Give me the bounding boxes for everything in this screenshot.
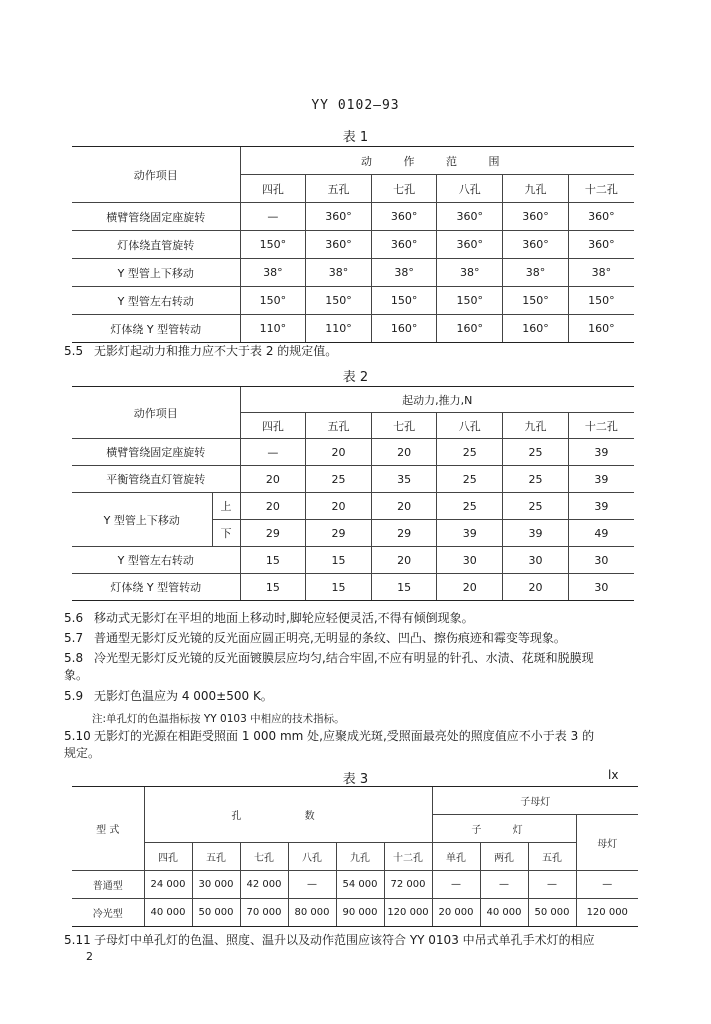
- table-row: [72, 287, 634, 315]
- cell: 38°: [371, 259, 437, 287]
- table-row: [72, 574, 634, 601]
- clause-number: 5.9: [64, 689, 84, 703]
- table3-col: 七孔: [240, 843, 288, 871]
- cell: 40 000: [144, 899, 192, 927]
- cell: 160°: [503, 315, 569, 343]
- cell: 360°: [306, 231, 372, 259]
- clause-text-cont: 规定。: [64, 746, 101, 760]
- cell: 49: [568, 520, 634, 547]
- cell: 20: [503, 574, 569, 601]
- cell: 360°: [306, 203, 372, 231]
- clause-5-11: [64, 932, 644, 949]
- cell: 150°: [503, 287, 569, 315]
- cell: 30 000: [192, 871, 240, 899]
- table1-col: 七孔: [371, 175, 437, 203]
- cell: 160°: [568, 315, 634, 343]
- cell: 30: [437, 547, 503, 574]
- cell: 39: [437, 520, 503, 547]
- cell: 24 000: [144, 871, 192, 899]
- clause-text: 无影灯的光源在相距受照面 1 000 mm 处,应聚成光斑,受照面最亮处的照度值应不小于表 3 的: [94, 729, 595, 743]
- table3-zimu-header: 子母灯: [432, 787, 638, 815]
- cell: 80 000: [288, 899, 336, 927]
- table-row: [72, 547, 634, 574]
- table1-row-header: 动作项目: [72, 147, 240, 203]
- cell: 30: [568, 574, 634, 601]
- row-label: Y 型管左右转动: [72, 287, 240, 315]
- note: 注:单孔灯的色温指标按 YY 0103 中相应的技术指标。: [92, 713, 345, 725]
- cell: 38°: [437, 259, 503, 287]
- cell: 25: [503, 493, 569, 520]
- cell: 25: [437, 466, 503, 493]
- cell: 38°: [240, 259, 306, 287]
- cell: 39: [568, 439, 634, 466]
- table3-col: 十二孔: [384, 843, 432, 871]
- table3-kong-header: 孔 数: [144, 787, 432, 843]
- cell: 120 000: [384, 899, 432, 927]
- table-row: [72, 315, 634, 343]
- cell: 360°: [503, 203, 569, 231]
- cell: 20: [240, 466, 306, 493]
- cell: 15: [240, 574, 306, 601]
- cell: 150°: [371, 287, 437, 315]
- row-label: 灯体绕直管旋转: [72, 231, 240, 259]
- row-label: Y 型管左右转动: [72, 547, 240, 574]
- cell: —: [288, 871, 336, 899]
- table3-unit: lx: [608, 768, 619, 782]
- table1: [72, 146, 634, 343]
- cell: —: [432, 871, 480, 899]
- table3: [72, 786, 638, 927]
- cell: 360°: [437, 231, 503, 259]
- table2-col: 五孔: [306, 413, 372, 439]
- cell: 120 000: [576, 899, 638, 927]
- table-row: [72, 259, 634, 287]
- cell: 160°: [437, 315, 503, 343]
- clause-text: 无影灯起动力和推力应不大于表 2 的规定值。: [94, 344, 338, 358]
- table-row: [72, 231, 634, 259]
- cell: 360°: [503, 231, 569, 259]
- clause-5-5: [64, 343, 644, 360]
- document-code: YY 0102—93: [311, 98, 400, 113]
- row-label: 冷光型: [72, 899, 144, 927]
- table1-col: 八孔: [437, 175, 503, 203]
- cell: 38°: [503, 259, 569, 287]
- cell: 150°: [240, 287, 306, 315]
- table1-col: 十二孔: [568, 175, 634, 203]
- cell: 72 000: [384, 871, 432, 899]
- cell: 20: [371, 547, 437, 574]
- cell: 25: [503, 466, 569, 493]
- table-row: [72, 871, 638, 899]
- table3-type-header: 型 式: [72, 787, 144, 871]
- cell: 15: [306, 547, 372, 574]
- row-label: 平衡管绕直灯管旋转: [72, 466, 240, 493]
- cell: —: [480, 871, 528, 899]
- clause-5-10: [64, 728, 644, 762]
- table2-row-header: 动作项目: [72, 387, 240, 439]
- cell: 20: [437, 574, 503, 601]
- table1-col: 九孔: [503, 175, 569, 203]
- row-label: 灯体绕 Y 型管转动: [72, 574, 240, 601]
- cell: 38°: [568, 259, 634, 287]
- cell: 20: [371, 439, 437, 466]
- cell: 150°: [306, 287, 372, 315]
- cell: 39: [568, 493, 634, 520]
- table3-col: 五孔: [528, 843, 576, 871]
- clause-text: 子母灯中单孔灯的色温、照度、温升以及动作范围应该符合 YY 0103 中吊式单孔手术灯的相应: [94, 933, 595, 947]
- table3-col: 单孔: [432, 843, 480, 871]
- clause-text-cont: 象。: [64, 668, 89, 682]
- cell: 29: [240, 520, 306, 547]
- cell: 20: [306, 493, 372, 520]
- cell: 160°: [371, 315, 437, 343]
- clause-text: 普通型无影灯反光镜的反光面应圆正明亮,无明显的条纹、凹凸、擦伤痕迹和霉变等现象。: [94, 631, 566, 645]
- clause-number: 5.6: [64, 611, 84, 625]
- cell: 25: [437, 493, 503, 520]
- cell: 20: [371, 493, 437, 520]
- row-label: Y 型管上下移动: [72, 493, 212, 547]
- cell: 15: [306, 574, 372, 601]
- table-row: [72, 439, 634, 466]
- cell: 90 000: [336, 899, 384, 927]
- cell: 29: [371, 520, 437, 547]
- cell: 35: [371, 466, 437, 493]
- table-row: [72, 899, 638, 927]
- cell: 40 000: [480, 899, 528, 927]
- table3-mu-header: 母灯: [576, 815, 638, 871]
- cell: 110°: [240, 315, 306, 343]
- cell: 25: [503, 439, 569, 466]
- cell: 360°: [371, 203, 437, 231]
- clause-text: 冷光型无影灯反光镜的反光面镀膜层应均匀,结合牢固,不应有明显的针孔、水渍、花斑和脱膜现: [94, 651, 594, 665]
- cell: 50 000: [528, 899, 576, 927]
- cell: —: [240, 203, 306, 231]
- cell: 20 000: [432, 899, 480, 927]
- table-row: [72, 466, 634, 493]
- row-label: Y 型管上下移动: [72, 259, 240, 287]
- clause-5-9: [64, 688, 644, 705]
- cell: 360°: [568, 203, 634, 231]
- table2-col: 八孔: [437, 413, 503, 439]
- sub-label-down: 下: [212, 520, 240, 547]
- table1-col: 四孔: [240, 175, 306, 203]
- cell: 50 000: [192, 899, 240, 927]
- table2-col: 七孔: [371, 413, 437, 439]
- cell: 38°: [306, 259, 372, 287]
- clause-text: 无影灯色温应为 4 000±500 K。: [94, 689, 273, 703]
- clause-5-8: [64, 650, 644, 684]
- cell: 110°: [306, 315, 372, 343]
- cell: 150°: [568, 287, 634, 315]
- table1-group-header: 动 作 范 围: [240, 147, 634, 175]
- cell: 25: [437, 439, 503, 466]
- cell: 54 000: [336, 871, 384, 899]
- table3-col: 八孔: [288, 843, 336, 871]
- clause-5-6: [64, 610, 644, 627]
- table1-col: 五孔: [306, 175, 372, 203]
- table3-caption: 表 3: [342, 772, 369, 787]
- cell: 360°: [371, 231, 437, 259]
- cell: —: [240, 439, 306, 466]
- table-row: [72, 493, 634, 520]
- table2-col: 四孔: [240, 413, 306, 439]
- table3-col: 两孔: [480, 843, 528, 871]
- cell: 20: [306, 439, 372, 466]
- clause-text: 移动式无影灯在平坦的地面上移动时,脚轮应轻便灵活,不得有倾倒现象。: [94, 611, 474, 625]
- cell: 29: [306, 520, 372, 547]
- cell: —: [528, 871, 576, 899]
- table-row: [72, 203, 634, 231]
- cell: 20: [240, 493, 306, 520]
- table2-group-header: 起动力,推力,N: [240, 387, 634, 413]
- clause-5-7: [64, 630, 644, 647]
- sub-label-up: 上: [212, 493, 240, 520]
- cell: 39: [503, 520, 569, 547]
- cell: —: [576, 871, 638, 899]
- cell: 39: [568, 466, 634, 493]
- cell: 15: [371, 574, 437, 601]
- table3-zi-header: 子 灯: [432, 815, 576, 843]
- table2-col: 十二孔: [568, 413, 634, 439]
- row-label: 普通型: [72, 871, 144, 899]
- table2: [72, 386, 634, 601]
- cell: 70 000: [240, 899, 288, 927]
- table2-caption: 表 2: [342, 370, 369, 385]
- cell: 15: [240, 547, 306, 574]
- cell: 30: [503, 547, 569, 574]
- row-label: 横臂管绕固定座旋转: [72, 439, 240, 466]
- clause-number: 5.11: [64, 933, 91, 947]
- cell: 150°: [240, 231, 306, 259]
- cell: 360°: [437, 203, 503, 231]
- clause-number: 5.5: [64, 344, 84, 358]
- clause-number: 5.8: [64, 651, 84, 665]
- cell: 30: [568, 547, 634, 574]
- clause-number: 5.10: [64, 729, 91, 743]
- table3-col: 五孔: [192, 843, 240, 871]
- row-label: 横臂管绕固定座旋转: [72, 203, 240, 231]
- table3-col: 四孔: [144, 843, 192, 871]
- clause-number: 5.7: [64, 631, 84, 645]
- cell: 42 000: [240, 871, 288, 899]
- row-label: 灯体绕 Y 型管转动: [72, 315, 240, 343]
- page-number: 2: [86, 950, 93, 963]
- cell: 360°: [568, 231, 634, 259]
- table3-col: 九孔: [336, 843, 384, 871]
- table2-col: 九孔: [503, 413, 569, 439]
- cell: 25: [306, 466, 372, 493]
- cell: 150°: [437, 287, 503, 315]
- table1-caption: 表 1: [342, 130, 369, 145]
